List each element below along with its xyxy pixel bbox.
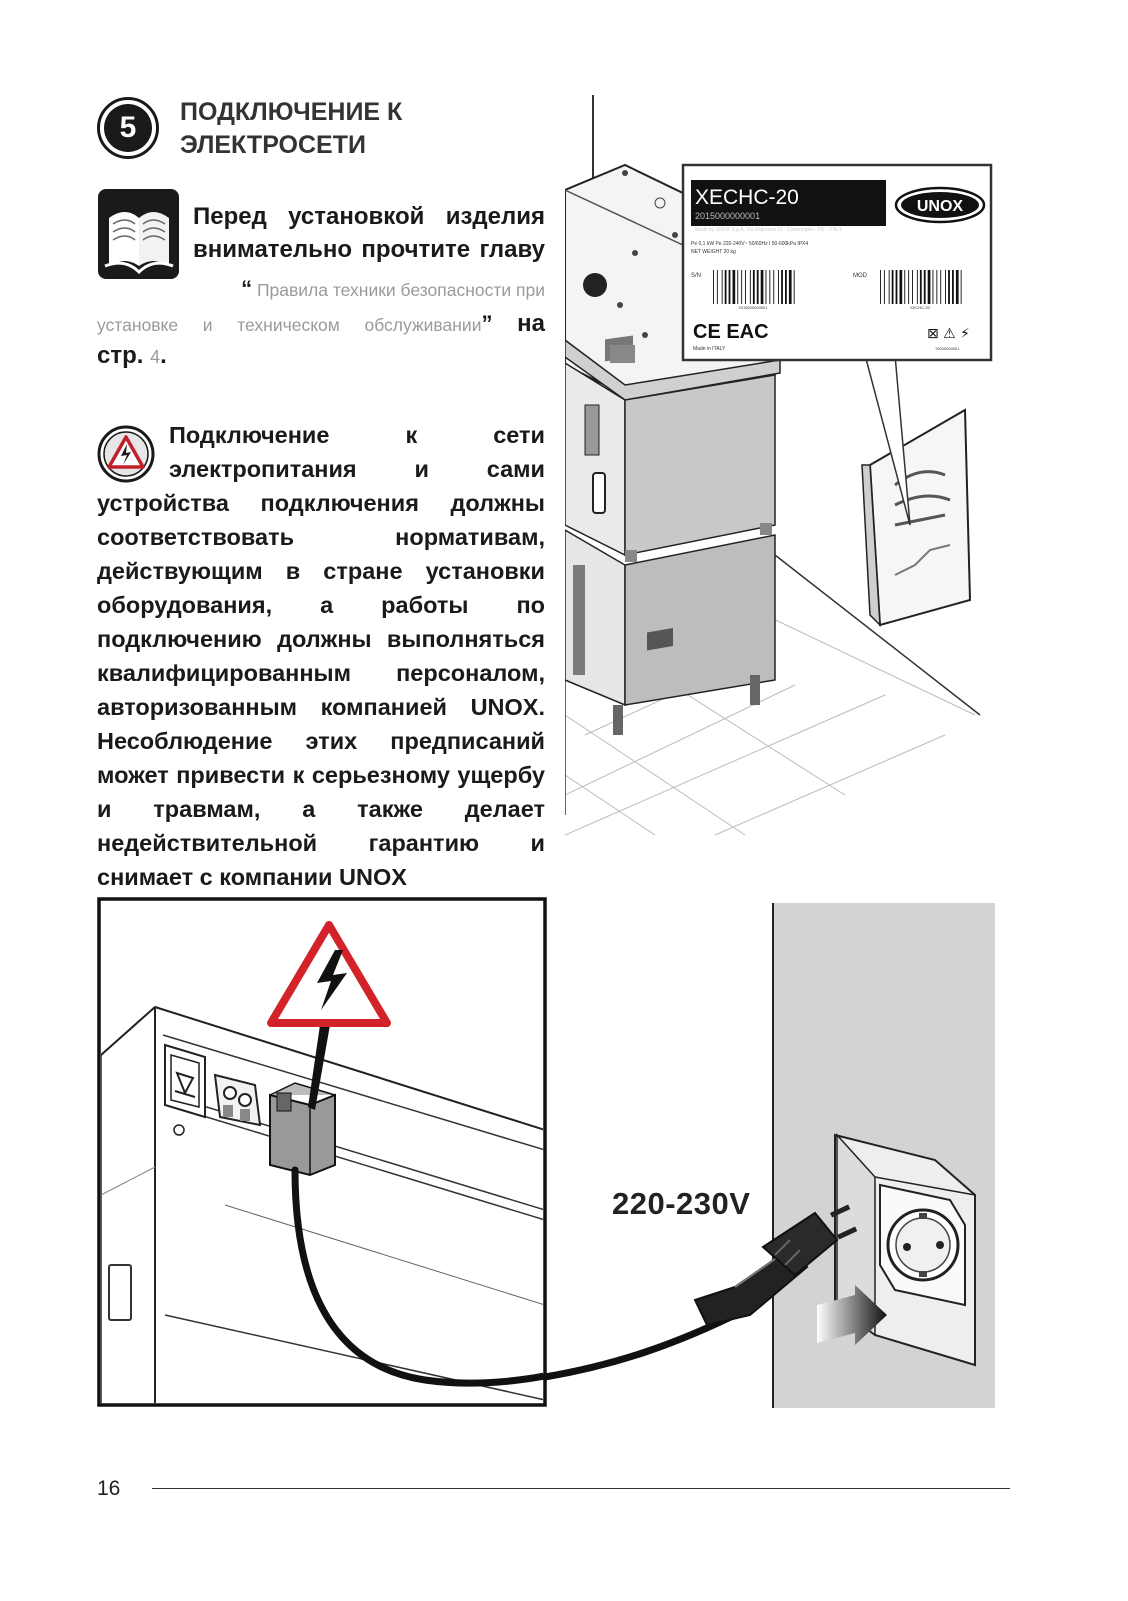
page-number: 16 (97, 1477, 121, 1500)
model-barcode (880, 270, 962, 304)
rating-power: Pe 0,1 kW Pe 220-240V~ 50/60Hz I 50-600kPa IPX4 (691, 241, 809, 247)
reference-line-1: Правила техники безопасности при (256, 280, 545, 300)
disposal-safety-icons: ⊠ ⚠ ⚡ (927, 326, 971, 342)
reference-on: на (517, 310, 545, 337)
electrical-warning-text (97, 418, 545, 894)
page-prefix: стр. (97, 342, 144, 369)
manual-reference (97, 272, 545, 342)
reference-period: . (160, 342, 167, 369)
barcode1-text: 2015000000001 (738, 305, 768, 310)
voltage-label: 220-230V (612, 1186, 751, 1221)
warning-paragraph: Подключение к сети электропитания и сами устройства подключения должны соответствовать нормативам, действующим в стране установки оборудования, а работы по подключению должны выполняться квалифицированным персоналом, авторизованным компанией UNOX. Несоблюдение этих предписаний может привести к серьезному ущербу и травмам, а также делает недействительной гарантию и снимает с компании UNOX (97, 422, 545, 890)
quote-close: ” (481, 311, 493, 336)
rating-model: XECHC-20 (695, 186, 799, 209)
rating-code: 76000000001 (935, 346, 960, 351)
power-connection-illustration (95, 895, 1015, 1415)
rating-maker: Made by UNOX S.p.A. Via Majorana 22 - Cadoneghe - PD - ITALY (695, 227, 843, 233)
section-number-badge (97, 97, 159, 159)
rating-mod-label: MOD (853, 273, 867, 279)
rating-serial: 2015000000001 (695, 211, 761, 221)
reference-page-number: 4 (150, 347, 161, 367)
barcode2-text: XECHC-20 (910, 305, 930, 310)
rating-origin: Made in ITALY (693, 346, 726, 352)
section-number: 5 (104, 104, 152, 152)
oven-rating-label-illustration (565, 95, 995, 845)
rating-sn-label: S/N (691, 273, 702, 279)
manual-reference-page (97, 339, 167, 374)
manual-notice-text: Перед установкой изделия внимательно прочтите главу (193, 203, 545, 263)
rating-brand: UNOX (916, 198, 964, 215)
electrical-hazard-icon (97, 425, 155, 483)
rating-label (683, 165, 991, 360)
manual-book-icon (97, 188, 180, 280)
footer-divider (152, 1488, 1010, 1489)
rating-marks: CE EAC (693, 321, 769, 343)
reference-line-2: установке и техническом обслуживании (97, 315, 482, 335)
quote-open: “ (241, 276, 253, 301)
rating-weight: NET WEIGHT 20 kg (691, 249, 736, 255)
section-title: ПОДКЛЮЧЕНИЕ К ЭЛЕКТРОСЕТИ (180, 98, 403, 159)
serial-barcode (713, 270, 795, 304)
